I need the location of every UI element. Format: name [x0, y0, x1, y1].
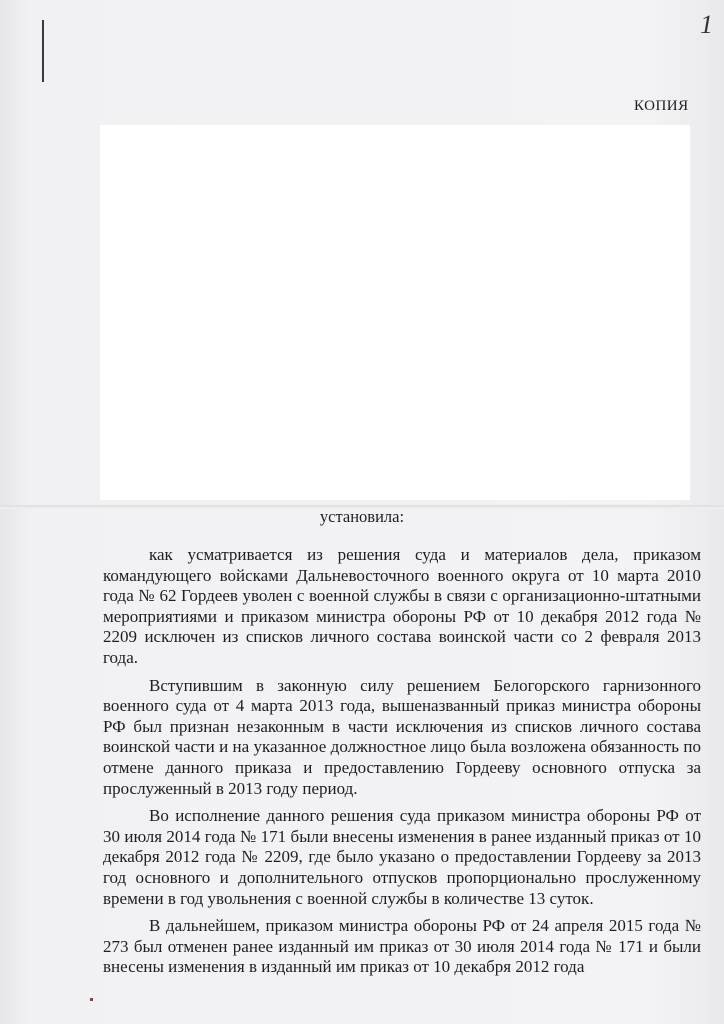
- redacted-area: [100, 125, 690, 500]
- paragraph: Во исполнение данного решения суда приказом министра обороны РФ от 30 июля 2014 года № 171 были внесены изменения в ранее изданный приказ от 10 декабря 2012 года № 2209, где было указано о предоставлении Гордееву за 2013 год основного и дополнительного отпусков пропорционально прослуженному времени в год увольнения с военной службы в количестве 13 суток.: [103, 806, 701, 908]
- section-heading: установила:: [319, 507, 405, 526]
- scan-speck: [90, 998, 93, 1001]
- copy-stamp: КОПИЯ: [634, 98, 689, 114]
- paragraph: как усматривается из решения суда и материалов дела, приказом командующего войсками Дальневосточного военного округа от 10 марта 2010 года № 62 Гордеев уволен с военной службы в связи с организационно-штатными мероприятиями и приказом министра обороны РФ от 10 декабря 2012 года № 2209 исключен из списков личного состава воинской части со 2 февраля 2013 года.: [103, 545, 701, 667]
- page-number: 1: [700, 10, 713, 39]
- margin-mark: [42, 20, 44, 82]
- paragraph: Вступившим в законную силу решением Белогорского гарнизонного военного суда от 4 марта 2013 года, вышеназванный приказ министра обороны РФ был признан незаконным в части исключения из списков личного состава воинской части и на указанное должностное лицо была возложена обязанность по отмене данного приказа и предоставлению Гордееву основного отпуска за прослуженный в 2013 году период.: [103, 675, 701, 798]
- document-body: [103, 545, 701, 985]
- paragraph: В дальнейшем, приказом министра обороны РФ от 24 апреля 2015 года № 273 был отменен ранее изданный им приказ от 30 июля 2014 года № 171 и были внесены изменения в изданный им приказ от 10 декабря 2012 года: [103, 916, 701, 977]
